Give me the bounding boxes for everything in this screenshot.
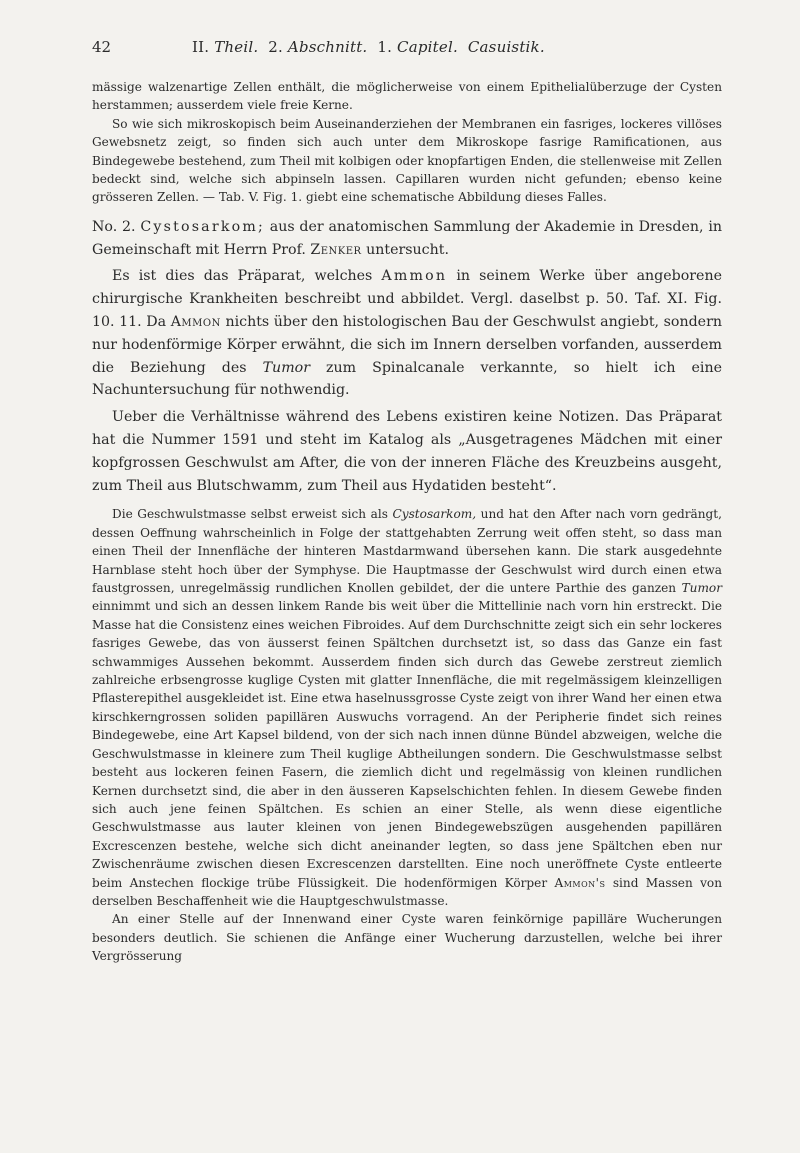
detail-paragraph-2: An einer Stelle auf der Innenwand einer Cyste waren feinkörnige papilläre Wucherungen besonders deutlich. Sie schienen die Anfänge einer Wucherung darzustellen, welche bei ihrer Vergrösserung bbox=[92, 912, 722, 964]
page-number: 42 bbox=[92, 38, 112, 56]
text-run: und hat den After nach vorn gedrängt, dessen Oeffnung wahrscheinlich in Folge der stattgehabten Zerrung weit offen steht, so dass man einen Theil der Innenfläche der hinteren Mastdarmwand übersehen kann. Die stark ausgedehnte Harnblase steht hoch über der Symphyse. Die Hauptmasse der Geschwulst wird durch einen etwa faustgrossen, unregelmässig rundlichen Knollen gebildet, der die untere Parthie des ganzen bbox=[92, 507, 722, 596]
case-person: Zenker bbox=[310, 241, 362, 258]
text-run: sind Massen von derselben Beschaffenheit wie die Hauptgeschwulstmasse. bbox=[92, 875, 722, 908]
term-tumor: Tumor bbox=[262, 359, 310, 376]
text-run: nichts über den histologischen Bau der Geschwulst angiebt, sondern nur hodenförmige Körper erwähnt, die sich im Innern derselben vorfanden, ausserdem die Beziehung des bbox=[92, 314, 722, 376]
chapter-number: 1. bbox=[377, 38, 393, 56]
text-run: Die Geschwulstmasse selbst erweist sich als bbox=[112, 507, 388, 522]
case-title-rest: aus der anatomischen Sammlung der Akademie in Dresden, in Gemeinschaft mit Herrn Prof. bbox=[92, 218, 722, 258]
intro-paragraph: So wie sich mikroskopisch beim Auseinanderziehen der Membranen ein fasriges, lockeres villöses Gewebsnetz zeigt, so finden sich auch unter dem Mikroskope fasrige Ramificationen, aus Bindegewebe bestehend, zum Theil mit kolbigen oder knopfartigen Enden, die stellenweise mit Zellen bedeckt sind, welche sich abpinseln lassen. Capillaren wurden nicht gefunden; ebenso keine grösseren Zellen. — Tab. V. Fig. 1. giebt eine schematische Abbildung dieses Falles. bbox=[92, 116, 722, 205]
part-label: Theil. bbox=[214, 38, 259, 56]
author-name: Ammon's bbox=[554, 875, 606, 890]
case-number: No. 2. bbox=[92, 218, 136, 235]
term-cystosarkom: Cystosarkom, bbox=[392, 507, 477, 522]
intro-continuation: mässige walzenartige Zellen enthält, die möglicherweise von einem Epithelialüberzuge der Cysten herstammen; ausserdem viele freie Kerne. bbox=[92, 80, 722, 113]
case-title-end: untersucht. bbox=[366, 241, 449, 258]
author-name: Ammon bbox=[170, 314, 221, 331]
author-name: Ammon bbox=[381, 268, 448, 285]
chapter-label: Capitel. bbox=[397, 38, 458, 56]
running-title bbox=[192, 38, 545, 56]
body-paragraph-2: Ueber die Verhältnisse während des Lebens existiren keine Notizen. Das Präparat hat die Nummer 1591 und steht im Katalog als „Ausgetragenes Mädchen mit einer kopfgrossen Geschwulst am After, die von der inneren Fläche des Kreuzbeins ausgeht, zum Theil aus Blutschwamm, zum Theil aus Hydatiden besteht“. bbox=[92, 409, 722, 494]
case-title: Cystosarkom; bbox=[140, 218, 265, 235]
body-paragraph-1 bbox=[92, 265, 722, 402]
text-run: in seinem Werke über angeborene chirurgische Krankheiten beschreibt und abbildet. Vergl. daselbst p. 50. Taf. XI. Fig. 10. 11. Da bbox=[92, 268, 722, 331]
text-run: zum Spinalcanale verkannte, so hielt ich eine Nachuntersuchung für nothwendig. bbox=[92, 359, 722, 399]
text-run: einnimmt und sich an dessen linkem Rande bis weit über die Mittellinie nach vorn hin erstreckt. Die Masse hat die Consistenz eines weichen Fibroides. Auf dem Durchschnitte zeigt sich ein sehr lockeres fasriges Gewebe, das von äusserst feinen Spältchen durchsetzt ist, so dass das Ganze ein fast schwammiges Aussehen bekommt. Ausserdem finden sich durch das Gewebe zerstreut ziemlich zahlreiche erbsengrosse kuglige Cysten mit glatter Innenfläche, die mit regelmässigem kleinzelligen Pflasterepithel ausgekleidet ist. Eine etwa haselnussgrosse Cyste zeigt von ihrer Wand her einen etwa kirschkerngrossen soliden papillären Auswuchs vorragend. An der Peripherie findet sich reines Bindegewebe, eine Art Kapsel bildend, von der sich nach innen dünne Bündel abzweigen, welche die Geschwulstmasse in kleinere zum Theil kuglige Abtheilungen sondern. Die Geschwulstmasse selbst besteht aus lockeren feinen Fasern, die ziemlich dicht und regelmässig von kleinen rundlichen Kernen durchsetzt sind, die aber in den äusseren Kapselschichten fehlen. In diesem Gewebe finden sich auch jene feinen Spältchen. Es schien an einer Stelle, als wenn diese eigentliche Geschwulstmasse aus lauter kleinen von jenen Bindegewebszügen ausgehenden papillären Excrescenzen bestehe, welche sich dicht aneinander legten, so dass jene Spältchen eben nur Zwischenräume zwischen diesen Excrescenzen darstellten. Eine noch uneröffnete Cyste entleerte beim Anstechen flockige trübe Flüssigkeit. Die hodenförmigen Körper bbox=[92, 599, 722, 890]
text-run: Es ist dies das Präparat, welches bbox=[112, 268, 373, 285]
term-tumor: Tumor bbox=[681, 581, 722, 596]
section-number: 2. bbox=[268, 38, 283, 56]
case-heading bbox=[92, 216, 722, 262]
detail-paragraph-1 bbox=[92, 505, 722, 910]
topic-label: Casuistik. bbox=[467, 38, 545, 56]
section-label: Abschnitt. bbox=[287, 38, 368, 56]
running-header bbox=[92, 38, 722, 56]
part-number: II. bbox=[192, 38, 210, 56]
